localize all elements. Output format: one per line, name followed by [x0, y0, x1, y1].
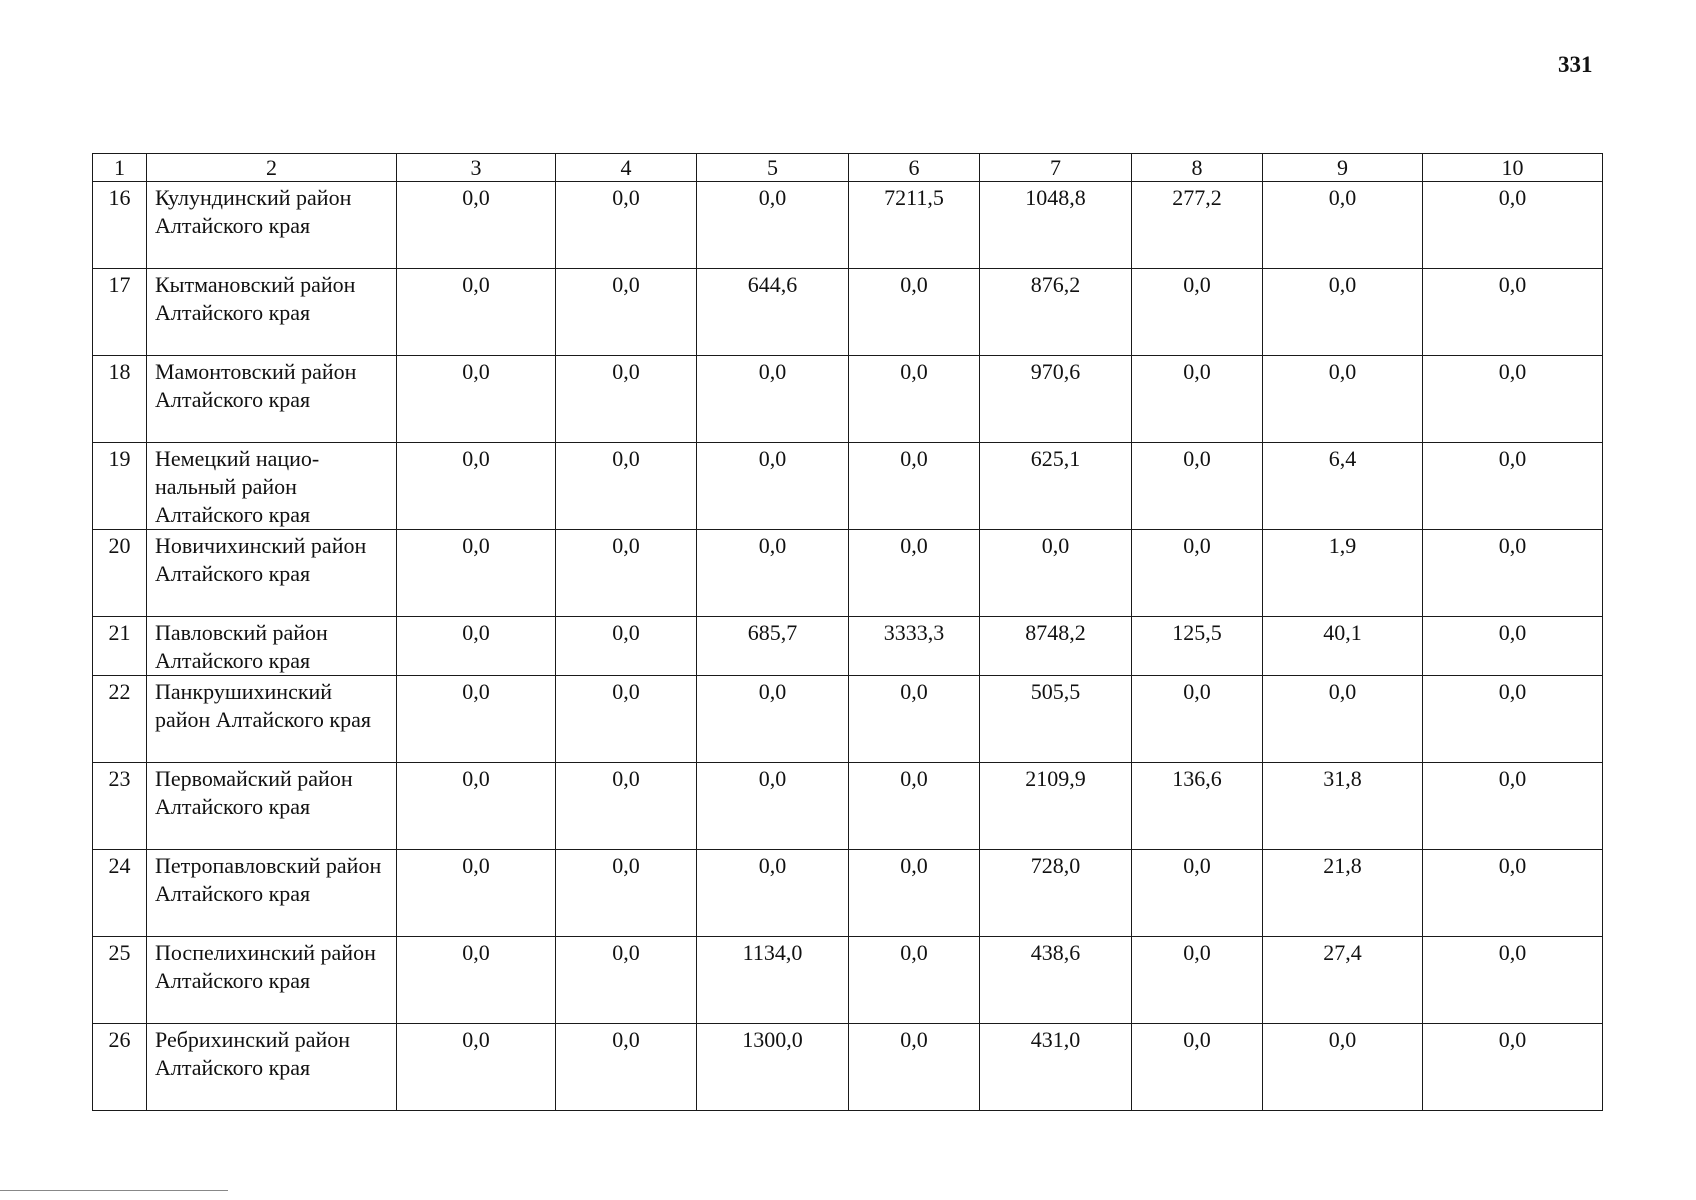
header-row — [93, 154, 1603, 182]
table-container — [92, 153, 1602, 1111]
value-cell-5: 0,0 — [697, 850, 849, 937]
value-cell-6: 0,0 — [849, 850, 980, 937]
table-row — [93, 617, 1603, 676]
value-cell-4: 0,0 — [556, 850, 697, 937]
value-cell-5: 0,0 — [697, 443, 849, 530]
data-table — [92, 153, 1603, 1111]
row-number: 20 — [93, 530, 147, 617]
value-cell-5: 0,0 — [697, 676, 849, 763]
value-cell-6: 0,0 — [849, 676, 980, 763]
value-cell-8: 0,0 — [1132, 530, 1263, 617]
value-cell-5: 0,0 — [697, 356, 849, 443]
value-cell-9: 21,8 — [1263, 850, 1423, 937]
value-cell-6: 0,0 — [849, 937, 980, 1024]
value-cell-9: 1,9 — [1263, 530, 1423, 617]
table-row — [93, 1024, 1603, 1111]
value-cell-7: 876,2 — [980, 269, 1132, 356]
value-cell-10: 0,0 — [1423, 850, 1603, 937]
page-number: 331 — [1558, 52, 1593, 77]
district-name: Панкрушихинский район Алтайского края — [147, 676, 397, 763]
row-number: 24 — [93, 850, 147, 937]
value-cell-4: 0,0 — [556, 676, 697, 763]
value-cell-5: 1300,0 — [697, 1024, 849, 1111]
value-cell-3: 0,0 — [397, 937, 556, 1024]
value-cell-3: 0,0 — [397, 182, 556, 269]
value-cell-10: 0,0 — [1423, 676, 1603, 763]
value-cell-10: 0,0 — [1423, 269, 1603, 356]
value-cell-4: 0,0 — [556, 530, 697, 617]
value-cell-3: 0,0 — [397, 617, 556, 676]
table-row — [93, 356, 1603, 443]
value-cell-9: 6,4 — [1263, 443, 1423, 530]
value-cell-3: 0,0 — [397, 850, 556, 937]
district-name: Павловский район Алтайского края — [147, 617, 397, 676]
district-name: Мамонтовский район Алтайского края — [147, 356, 397, 443]
value-cell-9: 0,0 — [1263, 356, 1423, 443]
value-cell-10: 0,0 — [1423, 443, 1603, 530]
value-cell-7: 438,6 — [980, 937, 1132, 1024]
value-cell-3: 0,0 — [397, 763, 556, 850]
value-cell-8: 125,5 — [1132, 617, 1263, 676]
value-cell-4: 0,0 — [556, 269, 697, 356]
header-cell-3: 3 — [397, 154, 556, 182]
value-cell-9: 0,0 — [1263, 1024, 1423, 1111]
district-name: Кытмановский район Алтайского края — [147, 269, 397, 356]
table-row — [93, 850, 1603, 937]
value-cell-7: 8748,2 — [980, 617, 1132, 676]
value-cell-10: 0,0 — [1423, 937, 1603, 1024]
row-number: 18 — [93, 356, 147, 443]
district-name: Поспелихинский район Алтайского края — [147, 937, 397, 1024]
header-cell-2: 2 — [147, 154, 397, 182]
header-cell-6: 6 — [849, 154, 980, 182]
row-number: 16 — [93, 182, 147, 269]
header-cell-9: 9 — [1263, 154, 1423, 182]
value-cell-7: 0,0 — [980, 530, 1132, 617]
value-cell-8: 277,2 — [1132, 182, 1263, 269]
value-cell-10: 0,0 — [1423, 182, 1603, 269]
value-cell-3: 0,0 — [397, 676, 556, 763]
value-cell-3: 0,0 — [397, 443, 556, 530]
value-cell-8: 0,0 — [1132, 850, 1263, 937]
row-number: 23 — [93, 763, 147, 850]
district-name: Немецкий нацио-нальный район Алтайского края — [147, 443, 397, 530]
table-row — [93, 530, 1603, 617]
value-cell-6: 0,0 — [849, 763, 980, 850]
value-cell-7: 505,5 — [980, 676, 1132, 763]
row-number: 22 — [93, 676, 147, 763]
value-cell-10: 0,0 — [1423, 763, 1603, 850]
row-number: 26 — [93, 1024, 147, 1111]
value-cell-10: 0,0 — [1423, 1024, 1603, 1111]
header-cell-7: 7 — [980, 154, 1132, 182]
value-cell-3: 0,0 — [397, 269, 556, 356]
table-row — [93, 443, 1603, 530]
value-cell-7: 970,6 — [980, 356, 1132, 443]
value-cell-4: 0,0 — [556, 443, 697, 530]
value-cell-5: 0,0 — [697, 530, 849, 617]
value-cell-3: 0,0 — [397, 530, 556, 617]
table-row — [93, 763, 1603, 850]
value-cell-6: 0,0 — [849, 1024, 980, 1111]
value-cell-7: 431,0 — [980, 1024, 1132, 1111]
table-row — [93, 269, 1603, 356]
value-cell-4: 0,0 — [556, 937, 697, 1024]
value-cell-9: 0,0 — [1263, 182, 1423, 269]
row-number: 19 — [93, 443, 147, 530]
district-name: Ребрихинский район Алтайского края — [147, 1024, 397, 1111]
district-name: Новичихинский район Алтайского края — [147, 530, 397, 617]
value-cell-8: 0,0 — [1132, 269, 1263, 356]
value-cell-5: 1134,0 — [697, 937, 849, 1024]
value-cell-7: 625,1 — [980, 443, 1132, 530]
table-body — [93, 182, 1603, 1111]
value-cell-9: 0,0 — [1263, 676, 1423, 763]
table-row — [93, 937, 1603, 1024]
value-cell-3: 0,0 — [397, 356, 556, 443]
value-cell-5: 0,0 — [697, 182, 849, 269]
value-cell-6: 0,0 — [849, 443, 980, 530]
value-cell-7: 728,0 — [980, 850, 1132, 937]
value-cell-5: 644,6 — [697, 269, 849, 356]
value-cell-8: 0,0 — [1132, 443, 1263, 530]
value-cell-6: 0,0 — [849, 356, 980, 443]
table-row — [93, 676, 1603, 763]
value-cell-7: 2109,9 — [980, 763, 1132, 850]
row-number: 17 — [93, 269, 147, 356]
value-cell-10: 0,0 — [1423, 530, 1603, 617]
value-cell-6: 0,0 — [849, 269, 980, 356]
value-cell-6: 7211,5 — [849, 182, 980, 269]
district-name: Кулундинский район Алтайского края — [147, 182, 397, 269]
value-cell-8: 0,0 — [1132, 676, 1263, 763]
table-row — [93, 182, 1603, 269]
value-cell-8: 0,0 — [1132, 1024, 1263, 1111]
header-cell-5: 5 — [697, 154, 849, 182]
value-cell-9: 40,1 — [1263, 617, 1423, 676]
header-cell-8: 8 — [1132, 154, 1263, 182]
value-cell-9: 27,4 — [1263, 937, 1423, 1024]
header-cell-4: 4 — [556, 154, 697, 182]
row-number: 21 — [93, 617, 147, 676]
value-cell-5: 0,0 — [697, 763, 849, 850]
value-cell-8: 0,0 — [1132, 937, 1263, 1024]
row-number: 25 — [93, 937, 147, 1024]
value-cell-3: 0,0 — [397, 1024, 556, 1111]
footnote-divider — [0, 1190, 228, 1191]
header-cell-1: 1 — [93, 154, 147, 182]
value-cell-9: 31,8 — [1263, 763, 1423, 850]
value-cell-4: 0,0 — [556, 356, 697, 443]
value-cell-8: 0,0 — [1132, 356, 1263, 443]
district-name: Первомайский район Алтайского края — [147, 763, 397, 850]
value-cell-6: 3333,3 — [849, 617, 980, 676]
value-cell-8: 136,6 — [1132, 763, 1263, 850]
value-cell-4: 0,0 — [556, 182, 697, 269]
value-cell-9: 0,0 — [1263, 269, 1423, 356]
value-cell-10: 0,0 — [1423, 356, 1603, 443]
value-cell-5: 685,7 — [697, 617, 849, 676]
value-cell-4: 0,0 — [556, 1024, 697, 1111]
district-name: Петропавловский район Алтайского края — [147, 850, 397, 937]
value-cell-4: 0,0 — [556, 763, 697, 850]
header-cell-10: 10 — [1423, 154, 1603, 182]
value-cell-4: 0,0 — [556, 617, 697, 676]
value-cell-7: 1048,8 — [980, 182, 1132, 269]
value-cell-6: 0,0 — [849, 530, 980, 617]
value-cell-10: 0,0 — [1423, 617, 1603, 676]
